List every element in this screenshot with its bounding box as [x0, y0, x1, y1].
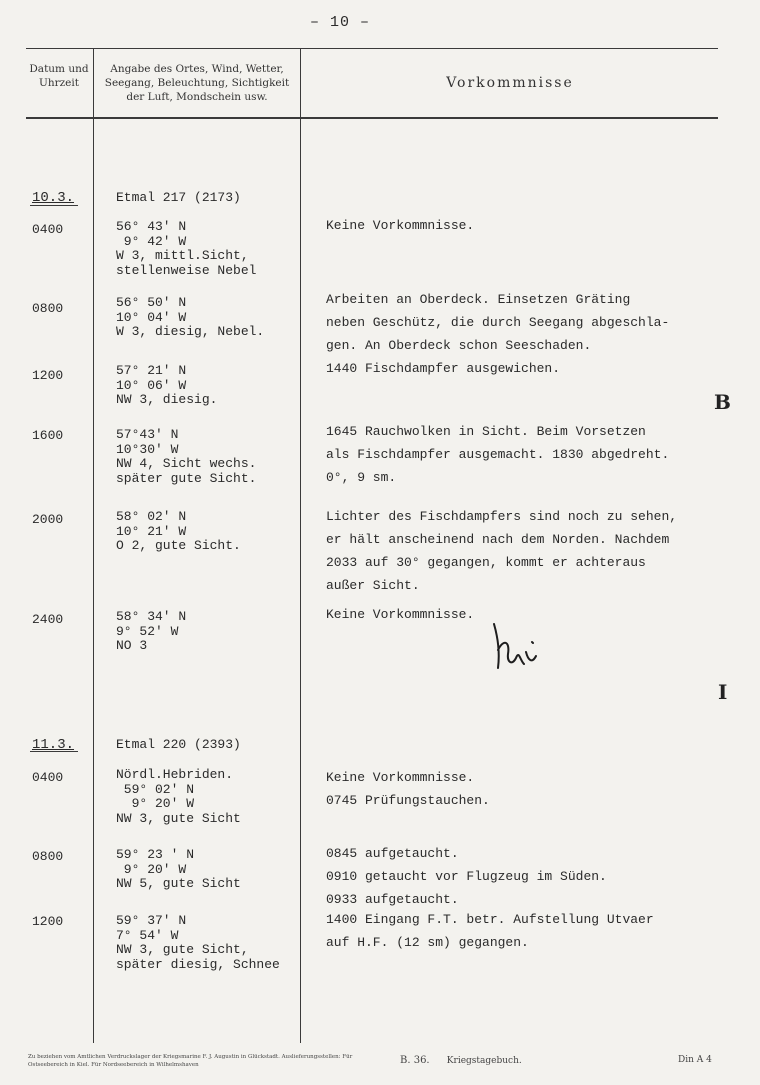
position-weather: 56° 50' N 10° 04' W W 3, diesig, Nebel.	[116, 295, 265, 339]
column-divider-2	[300, 48, 301, 1043]
event-text: Keine Vorkommnisse.	[326, 607, 475, 622]
column-divider-1	[93, 48, 94, 1043]
event-text: Lichter des Fischdampfers sind noch zu sehen, er hält anscheinend nach dem Norden. Nachdem 2033 auf 30° gegangen, kommt er achteraus außer Sicht.	[326, 509, 678, 593]
position-weather: 59° 37' N 7° 54' W NW 3, gute Sicht, später diesig, Schnee	[116, 913, 280, 972]
etmal-label: Etmal 217 (2173)	[116, 190, 241, 205]
time-label: 1600	[32, 428, 64, 443]
margin-mark-b: B	[714, 390, 731, 414]
position-weather: Nördl.Hebriden. 59° 02' N 9° 20' W NW 3, gute Sicht	[116, 767, 241, 826]
header-bottom-rule	[26, 117, 718, 119]
form-title: Kriegstagebuch.	[446, 1056, 522, 1066]
date-label: 11.3.	[32, 737, 75, 753]
footer-form	[400, 1055, 522, 1066]
header-top-rule	[26, 48, 718, 49]
position-weather: 56° 43' N 9° 42' W W 3, mittl.Sicht, stellenweise Nebel	[116, 219, 257, 278]
form-number: B. 36.	[400, 1055, 430, 1066]
position-weather: 59° 23 ' N 9° 20' W NW 5, gute Sicht	[116, 847, 241, 891]
header-vorkommnisse-text: Vorkommnisse	[446, 75, 574, 91]
header-datum-text: Datum und Uhrzeit	[29, 63, 89, 89]
event-text: Arbeiten an Oberdeck. Einsetzen Gräting neben Geschütz, die durch Seegang abgeschla- gen. An Oberdeck schon Seeschaden. 1440 Fischdampfer ausgewichen.	[326, 292, 670, 376]
page-number: – 10 –	[309, 14, 370, 31]
footer-din: Din A 4	[678, 1055, 712, 1065]
time-label: 0400	[32, 222, 64, 237]
footer-imprint: Zu beziehen vom Amtlichen Verdruckslager der Kriegsmarine F. J. Augustin in Glückstadt. Auslieferungsstellen: Für Ostseebereich in Kiel. Für Nordseebereich in Wilhelmshaven	[28, 1054, 353, 1068]
time-label: 0800	[32, 849, 64, 864]
time-label: 2000	[32, 512, 64, 527]
event-text: Keine Vorkommnisse.	[326, 218, 475, 233]
position-weather: 57° 21' N 10° 06' W NW 3, diesig.	[116, 363, 218, 407]
header-ort-text: Angabe des Ortes, Wind, Wetter, Seegang, Beleuchtung, Sichtigkeit der Luft, Mondschein usw.	[104, 63, 290, 103]
time-label: 1200	[32, 368, 64, 383]
header-ort	[98, 62, 296, 104]
signature-initials	[488, 620, 548, 676]
time-label: 2400	[32, 612, 64, 627]
time-label: 1200	[32, 914, 64, 929]
position-weather: 58° 34' N 9° 52' W NO 3	[116, 609, 187, 653]
header-datum	[28, 62, 90, 90]
etmal-label: Etmal 220 (2393)	[116, 737, 241, 752]
margin-mark-i: I	[718, 680, 728, 704]
event-text: Keine Vorkommnisse. 0745 Prüfungstauchen.	[326, 770, 490, 808]
event-text: 1645 Rauchwolken in Sicht. Beim Vorsetzen als Fischdampfer ausgemacht. 1830 abgedreht. 0°, 9 sm.	[326, 424, 670, 485]
date-label: 10.3.	[32, 190, 75, 206]
time-label: 0800	[32, 301, 64, 316]
time-label: 0400	[32, 770, 64, 785]
position-weather: 57°43' N 10°30' W NW 4, Sicht wechs. später gute Sicht.	[116, 427, 257, 486]
event-text: 0845 aufgetaucht. 0910 getaucht vor Flugzeug im Süden. 0933 aufgetaucht.	[326, 846, 607, 907]
event-text: 1400 Eingang F.T. betr. Aufstellung Utvaer auf H.F. (12 sm) gegangen.	[326, 912, 654, 950]
position-weather: 58° 02' N 10° 21' W O 2, gute Sicht.	[116, 509, 241, 553]
header-vorkommnisse	[310, 76, 710, 90]
